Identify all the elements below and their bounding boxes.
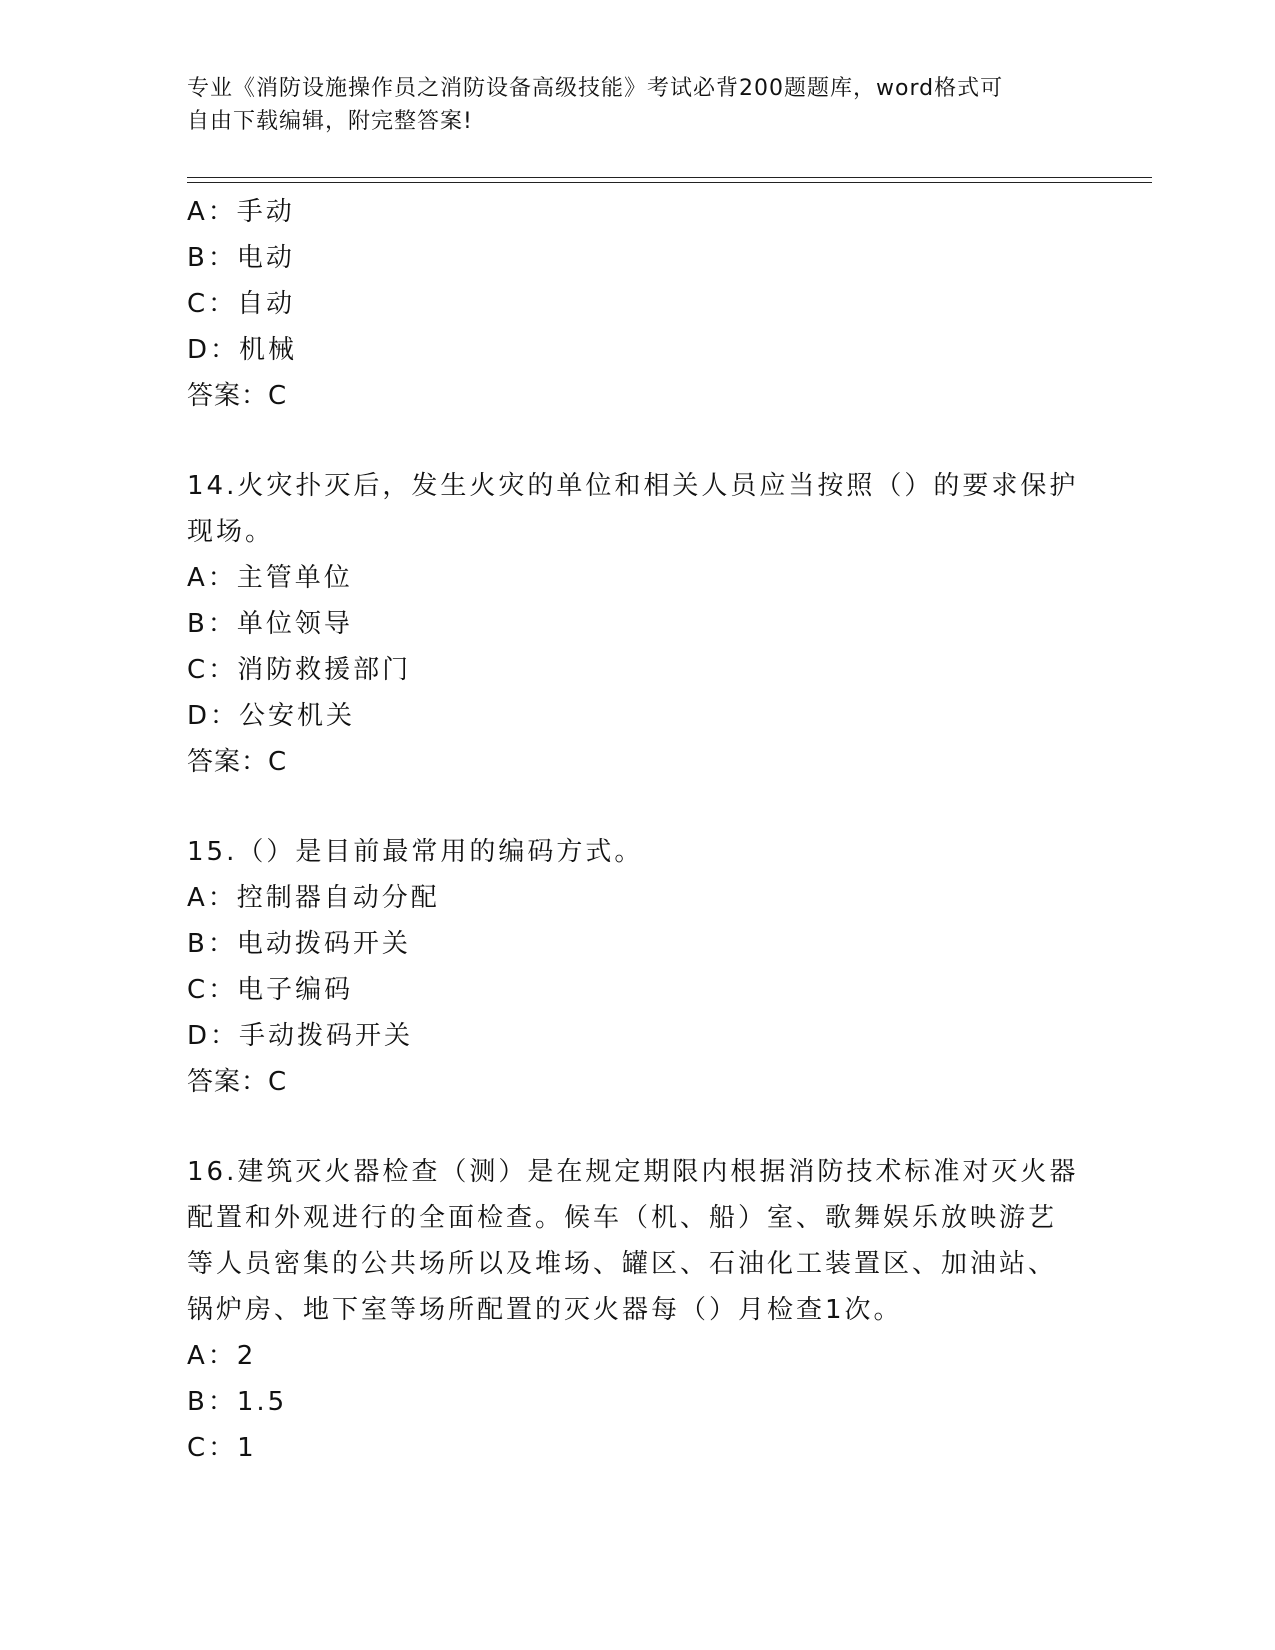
question-text-line-4: 锅炉房、地下室等场所配置的灭火器每（）月检查1次。 <box>187 1295 903 1325</box>
spacer <box>187 1105 1087 1149</box>
header-rule-bottom <box>187 182 1152 183</box>
option-d: D：机械 <box>187 335 298 365</box>
question-13 <box>187 189 1087 419</box>
option-a: A：2 <box>187 1341 257 1371</box>
option-b: B：电动 <box>187 243 295 273</box>
option-c: C：1 <box>187 1433 257 1463</box>
spacer <box>187 419 1087 463</box>
question-16 <box>187 1149 1087 1471</box>
option-a: A：主管单位 <box>187 563 353 593</box>
option-a: A：手动 <box>187 197 295 227</box>
header-line-2: 自由下载编辑，附完整答案! <box>187 109 473 134</box>
header-rule-top <box>187 177 1152 178</box>
option-b: B：电动拨码开关 <box>187 929 411 959</box>
document-body <box>187 189 1087 1471</box>
option-c: C：电子编码 <box>187 975 354 1005</box>
spacer <box>187 785 1087 829</box>
header-line-1: 专业《消防设施操作员之消防设备高级技能》考试必背200题题库，word格式可 <box>187 76 1004 101</box>
question-text-line-1: 16.建筑灭火器检查（测）是在规定期限内根据消防技术标准对灭火器 <box>187 1157 1079 1187</box>
question-text-line-2: 配置和外观进行的全面检查。候车（机、船）室、歌舞娱乐放映游艺 <box>187 1203 1058 1233</box>
question-text-line-3: 等人员密集的公共场所以及堆场、罐区、石油化工装置区、加油站、 <box>187 1249 1058 1279</box>
question-14 <box>187 463 1087 785</box>
option-b: B：1.5 <box>187 1387 288 1417</box>
option-d: D：手动拨码开关 <box>187 1021 414 1051</box>
question-15 <box>187 829 1087 1105</box>
option-d: D：公安机关 <box>187 701 356 731</box>
question-text-line-1: 14.火灾扑灭后，发生火灾的单位和相关人员应当按照（）的要求保护 <box>187 471 1079 501</box>
question-text-line-1: 15.（）是目前最常用的编码方式。 <box>187 837 644 867</box>
answer: 答案：C <box>187 381 288 411</box>
option-c: C：自动 <box>187 289 296 319</box>
answer: 答案：C <box>187 1067 288 1097</box>
answer: 答案：C <box>187 747 288 777</box>
option-c: C：消防救援部门 <box>187 655 412 685</box>
option-a: A：控制器自动分配 <box>187 883 440 913</box>
option-b: B：单位领导 <box>187 609 353 639</box>
question-text-line-2: 现场。 <box>187 517 275 547</box>
document-header <box>187 72 1067 138</box>
